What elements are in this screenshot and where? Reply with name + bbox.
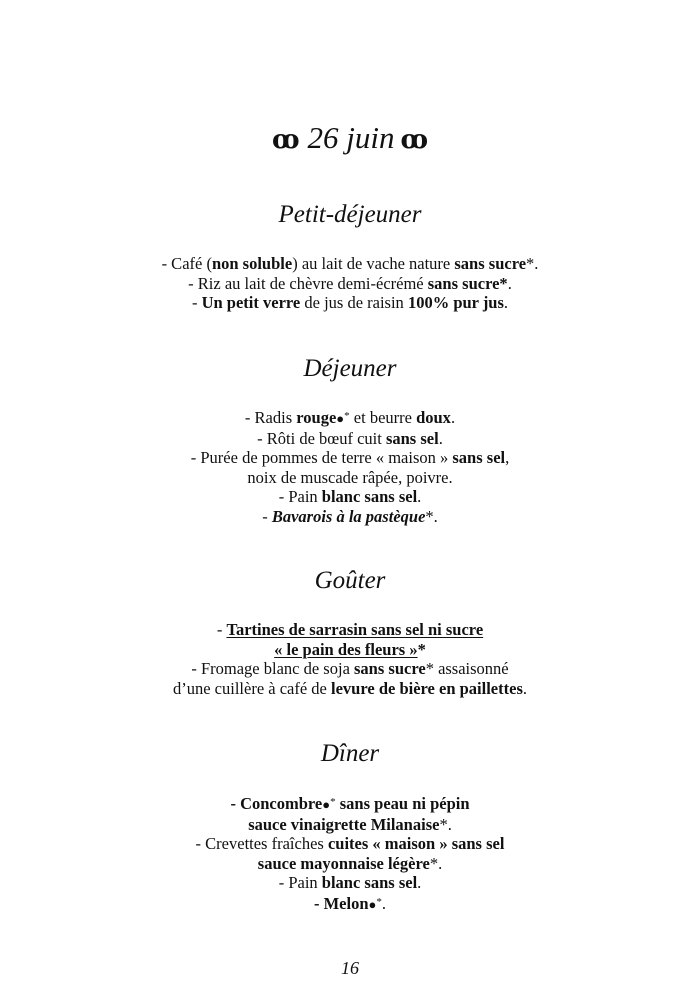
menu-text-segment: - Pain <box>278 873 322 892</box>
menu-text-segment: doux <box>416 408 451 427</box>
floral-ornament-right-icon: ꝏ <box>400 125 429 154</box>
menu-text-segment: blanc sans sel <box>321 873 418 892</box>
menu-text-segment: * <box>376 895 382 908</box>
menu-text-segment: . <box>381 893 386 913</box>
floral-ornament-left-icon: ꝏ <box>271 125 300 154</box>
date-heading <box>0 118 700 160</box>
menu-line <box>0 679 700 699</box>
black-drop-icon: ● <box>336 411 345 426</box>
menu-text-segment: * <box>344 410 350 422</box>
menu-text-segment: « le pain des fleurs » <box>274 639 418 659</box>
menu-line <box>0 448 700 468</box>
menu-text-segment: de jus de raisin <box>300 293 408 312</box>
menu-text-segment: * assaisonné <box>425 659 509 678</box>
menu-text-segment: - Melon <box>313 893 369 913</box>
menu-line <box>0 815 700 835</box>
menu-line <box>0 640 700 660</box>
section-title-dinner: Dîner <box>320 740 380 767</box>
section-lines-dinner <box>0 793 700 914</box>
menu-line <box>0 407 700 429</box>
menu-line <box>0 834 700 854</box>
menu-text-segment: - Radis <box>244 408 297 427</box>
menu-text-segment: - <box>191 293 202 312</box>
menu-text-segment: *. <box>526 254 539 273</box>
menu-text-segment: *. <box>425 506 438 526</box>
black-drop-icon: ● <box>368 896 377 912</box>
menu-text-segment: sans sel <box>452 448 506 467</box>
menu-text-segment: Un petit verre <box>201 293 301 312</box>
menu-text-segment: - Riz au lait de chèvre demi-écrémé <box>188 273 428 293</box>
menu-line <box>0 254 700 274</box>
menu-text-segment: non soluble <box>211 254 293 273</box>
menu-text-segment: . <box>503 293 509 312</box>
menu-text-segment: ) au lait de vache nature <box>292 254 455 273</box>
menu-text-segment: et beurre <box>349 408 417 427</box>
menu-text-segment: - <box>262 506 272 526</box>
menu-line <box>0 659 700 679</box>
menu-text-segment: *. <box>439 814 452 834</box>
menu-line <box>0 468 700 488</box>
menu-line <box>0 893 700 915</box>
menu-text-segment: . <box>507 273 512 293</box>
menu-text-segment: - Pain <box>278 487 322 506</box>
menu-text-segment: sans sucre <box>454 254 527 273</box>
menu-line <box>0 274 700 294</box>
black-drop-icon: ● <box>322 797 331 812</box>
section-lines-lunch <box>0 407 700 526</box>
menu-line <box>0 487 700 507</box>
menu-text-segment: sauce vinaigrette Milanaise <box>248 814 440 834</box>
menu-line <box>0 507 700 527</box>
section-lines-breakfast <box>0 254 700 313</box>
menu-line <box>0 620 700 640</box>
menu-text-segment: *. <box>429 853 443 873</box>
section-title-snack: Goûter <box>314 567 386 594</box>
menu-text-segment: . <box>438 428 443 448</box>
menu-line <box>0 293 700 313</box>
section-lines-snack <box>0 620 700 698</box>
menu-line <box>0 854 700 874</box>
menu-line <box>0 873 700 893</box>
menu-text-segment: sans sucre <box>354 659 426 678</box>
menu-text-segment: - Fromage blanc de soja <box>191 659 355 678</box>
menu-text-segment: . <box>417 487 422 506</box>
menu-text-segment: sans sel <box>385 428 439 448</box>
menu-text-segment: * <box>330 796 336 808</box>
menu-text-segment: rouge <box>296 408 337 427</box>
menu-text-segment: sans peau ni pépin <box>335 794 470 813</box>
menu-text-segment: * <box>417 639 426 659</box>
menu-text-segment: cuites « maison » sans sel <box>327 834 505 853</box>
menu-text-segment: Bavarois à la pastèque <box>271 506 426 526</box>
menu-text-segment: d’une cuillère à café de <box>172 678 332 698</box>
menu-text-segment: - Crevettes fraîches <box>195 834 328 853</box>
menu-text-segment: . <box>450 408 456 427</box>
menu-text-segment: . <box>522 678 527 698</box>
section-title-lunch: Déjeuner <box>303 355 397 382</box>
menu-text-segment: - Concombre <box>230 794 323 813</box>
menu-text-segment: - Rôti de bœuf cuit <box>257 428 386 448</box>
page-number: 16 <box>341 958 359 978</box>
menu-text-segment: , <box>505 448 510 467</box>
menu-text-segment: 100% pur jus <box>407 293 504 312</box>
menu-text-segment: levure de bière en paillettes <box>331 678 523 698</box>
menu-text-segment: noix de muscade râpée, poivre. <box>247 467 453 487</box>
menu-line <box>0 429 700 449</box>
menu-text-segment: blanc sans sel <box>321 487 418 506</box>
menu-line <box>0 793 700 815</box>
section-title-breakfast: Petit-déjeuner <box>278 201 422 228</box>
date-title: 26 juin <box>307 120 395 155</box>
menu-text-segment: sans sucre* <box>427 273 508 293</box>
menu-text-segment: sauce mayonnaise légère <box>257 853 430 873</box>
menu-text-segment: - Café ( <box>161 254 212 273</box>
menu-text-segment: Tartines de sarrasin sans sel ni sucre <box>226 620 484 639</box>
menu-text-segment: - <box>216 620 227 639</box>
menu-text-segment: . <box>417 873 422 892</box>
menu-text-segment: - Purée de pommes de terre « maison » <box>190 448 453 467</box>
